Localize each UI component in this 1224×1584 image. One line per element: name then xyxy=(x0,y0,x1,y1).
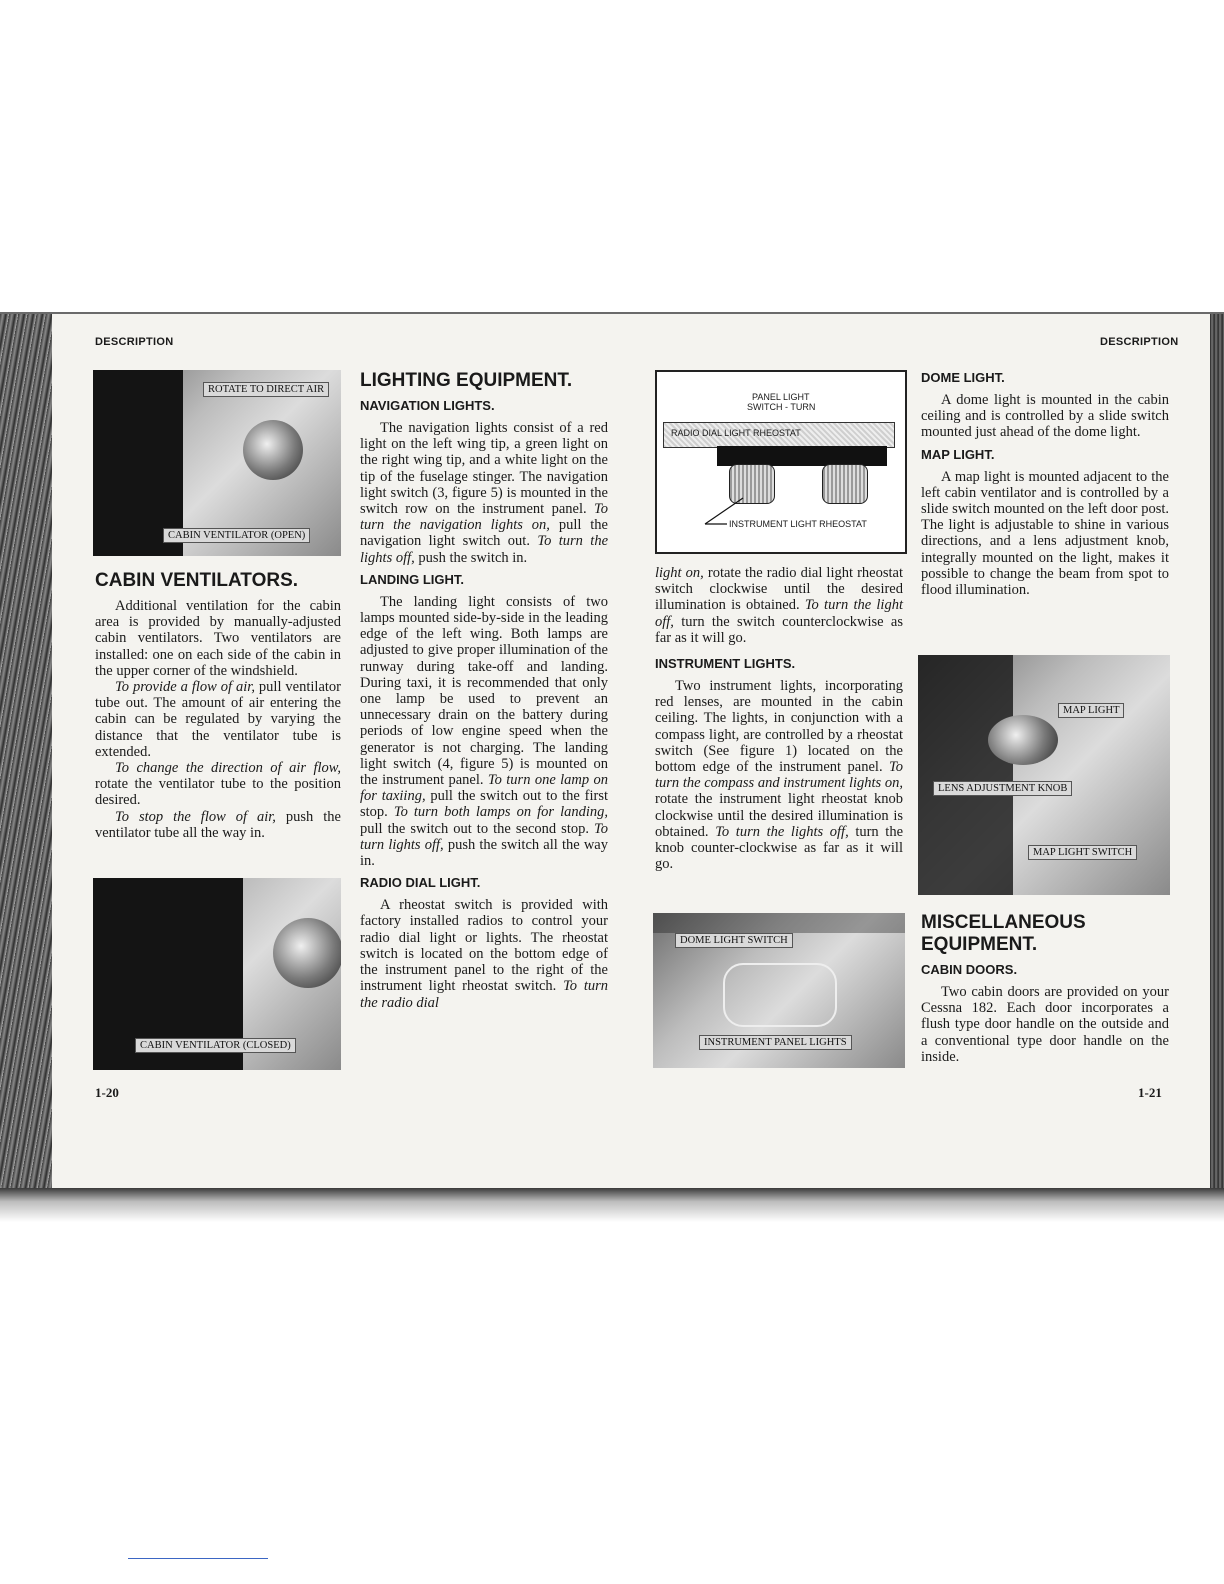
italic-text: To turn lights off, xyxy=(360,820,608,853)
photo-label: CABIN VENTILATOR (CLOSED) xyxy=(135,1038,296,1053)
photo-label: DOME LIGHT SWITCH xyxy=(675,933,793,948)
underline-artifact xyxy=(128,1558,268,1559)
photo-label: MAP LIGHT xyxy=(1058,703,1124,718)
text: turn the switch counterclockwise as far as it will go. xyxy=(655,613,903,646)
photo-dome-light-switch xyxy=(653,913,905,1068)
text: push the ventilator tube all the way in. xyxy=(95,808,341,841)
diagram-label: INSTRUMENT LIGHT RHEOSTAT xyxy=(729,519,867,529)
subsection-title: LANDING LIGHT. xyxy=(360,571,464,587)
paragraph: Two cabin doors are provided on your Cessna 182. Each door incorporates a flush type door handle on the outside and a conventional type door handle on the inside. xyxy=(921,984,1169,1065)
text: Two instrument lights, incorporating red lenses, are mounted in the cabin ceiling. The lights, in conjunction with a compass light, are controlled by a rheostat switch (See figure 1) located on the bottom edge of the instrument panel. xyxy=(655,678,903,776)
subsection-title: RADIO DIAL LIGHT. xyxy=(360,875,481,891)
section-title: MISCELLANEOUS EQUIPMENT. xyxy=(921,912,1086,955)
paragraph: Additional ventilation for the cabin area is provided by manually-adjusted cabin ventilators. Two ventilators are installed: one on each side of the cabin in the upper corner of the windshield. xyxy=(95,598,341,679)
italic-text: To turn the radio dial xyxy=(360,978,609,1011)
italic-text: light on, xyxy=(655,565,704,581)
paragraph xyxy=(360,897,608,1010)
photo-shadow xyxy=(653,913,905,933)
text: rotate the instrument light rheostat knob clockwise until the desired illumination is obtained. xyxy=(655,791,903,840)
page-edge xyxy=(1210,314,1224,1192)
photo-label: CABIN VENTILATOR (OPEN) xyxy=(163,528,310,543)
text: The navigation lights consist of a red light on the left wing tip, a green light on the right wing tip, and a white light on the tip of the fuselage stinger. The navigation light switch (3, figure 5) is mounted in the switch row on the instrument panel. xyxy=(360,420,608,518)
photo-label: INSTRUMENT PANEL LIGHTS xyxy=(699,1035,852,1050)
photo-map-light xyxy=(918,655,1170,895)
section-title: LIGHTING EQUIPMENT. xyxy=(360,370,573,391)
running-header-right: DESCRIPTION xyxy=(1100,336,1179,348)
page-number-left: 1-20 xyxy=(95,1085,119,1100)
subsection-title: CABIN DOORS. xyxy=(921,962,1018,977)
subsection-title: MAP LIGHT. xyxy=(921,446,995,462)
page-curl-shadow xyxy=(0,1188,1224,1222)
italic-text: To turn the lights off, xyxy=(360,533,608,566)
diagram-label: SWITCH - TURN xyxy=(747,402,816,412)
italic-text: To turn the navigation lights on, xyxy=(360,501,608,534)
subsection-title: DOME LIGHT. xyxy=(921,370,1005,385)
photo-shadow xyxy=(918,655,1013,895)
text: pull the switch out to the second stop. xyxy=(360,820,595,837)
text: push the switch in. xyxy=(414,549,528,566)
text: push the switch all the way in. xyxy=(360,836,608,870)
column-1 xyxy=(95,570,341,841)
text: A rheostat switch is provided with factory installed radios to control your radio dial light or lights. The rheostat switch is located on the bottom edge of the instrument panel to the right of the instrument light rheostat switch. xyxy=(360,897,608,995)
light-fixture-icon xyxy=(723,963,837,1027)
paragraph xyxy=(360,594,608,869)
text: pull the navigation light switch out. xyxy=(360,517,608,550)
photo-label: ROTATE TO DIRECT AIR xyxy=(203,382,329,397)
paragraph xyxy=(95,679,341,760)
subsection-title: NAVIGATION LIGHTS. xyxy=(360,398,495,413)
italic-text: To turn the compass and instrument lights on, xyxy=(655,759,903,792)
diagram-label: RADIO DIAL LIGHT RHEOSTAT xyxy=(671,428,801,438)
italic-text: To turn one lamp on for taxiing, xyxy=(360,772,609,805)
map-light-icon xyxy=(988,715,1058,765)
subsection-title: INSTRUMENT LIGHTS. xyxy=(655,656,796,672)
italic-text: To turn the lights off, xyxy=(715,823,849,840)
paragraph xyxy=(95,760,341,809)
running-header-left: DESCRIPTION xyxy=(95,336,174,348)
italic-text: To turn the light off, xyxy=(655,597,903,630)
text: turn the knob counter-clockwise as far as it will go. xyxy=(655,823,904,873)
ventilator-tube-icon xyxy=(273,918,341,988)
text: rotate the radio dial light rheostat switch clockwise until the desired illumination is obtained. xyxy=(655,565,903,614)
photo-label: MAP LIGHT SWITCH xyxy=(1028,845,1137,860)
page-number-right: 1-21 xyxy=(1138,1085,1162,1100)
paragraph xyxy=(655,565,903,646)
paragraph: A dome light is mounted in the cabin ceiling and is controlled by a slide switch mounted just ahead of the dome light. xyxy=(921,392,1169,441)
column-2 xyxy=(360,370,608,1011)
italic-text: To provide a flow of air, xyxy=(115,679,255,696)
paragraph: A map light is mounted adjacent to the left cabin ventilator and is controlled by a slide switch mounted on the left door post. The light is adjustable to shine in various directions, and a lens adjustment knob, integrally mounted on the light, makes it possible to change the beam from spot to flood illumination. xyxy=(921,468,1169,599)
paragraph xyxy=(360,420,608,566)
photo-cabin-ventilator-open xyxy=(93,370,341,556)
column-4-continued xyxy=(921,912,1169,1065)
column-4 xyxy=(921,370,1169,598)
diagram-panel-rheostats xyxy=(655,370,907,554)
text: pull the switch out to the first stop. xyxy=(360,788,608,821)
diagram-label: PANEL LIGHT xyxy=(752,392,810,402)
paragraph xyxy=(95,809,341,841)
ventilator-tube-icon xyxy=(243,420,303,480)
italic-text: To turn both lamps on for landing, xyxy=(393,804,609,821)
column-3 xyxy=(655,565,903,872)
italic-text: To change the direction of air flow, xyxy=(115,760,341,777)
photo-cabin-ventilator-closed xyxy=(93,878,341,1070)
text: pull ventilator tube out. The amount of air entering the cabin can be regulated by varying the distance that the ventilator tube is extended. xyxy=(95,679,342,760)
book-spine xyxy=(0,314,52,1192)
photo-label: LENS ADJUSTMENT KNOB xyxy=(933,781,1072,796)
italic-text: To stop the flow of air, xyxy=(115,808,276,825)
paragraph xyxy=(655,678,903,872)
text: rotate the ventilator tube to the position desired. xyxy=(95,776,341,809)
section-title: CABIN VENTILATORS. xyxy=(95,570,299,591)
text: The landing light consists of two lamps mounted side-by-side in the leading edge of the left wing. Both lamps are adjusted to give proper illumination of the runway during take-off and landing. During taxi, it is recommended that only one lamp be used to prevent an unnecessary drain on the battery during periods of low engine speed when the generator is not charging. The landing light switch (4, figure 5) is mounted on the instrument panel. xyxy=(360,593,608,789)
